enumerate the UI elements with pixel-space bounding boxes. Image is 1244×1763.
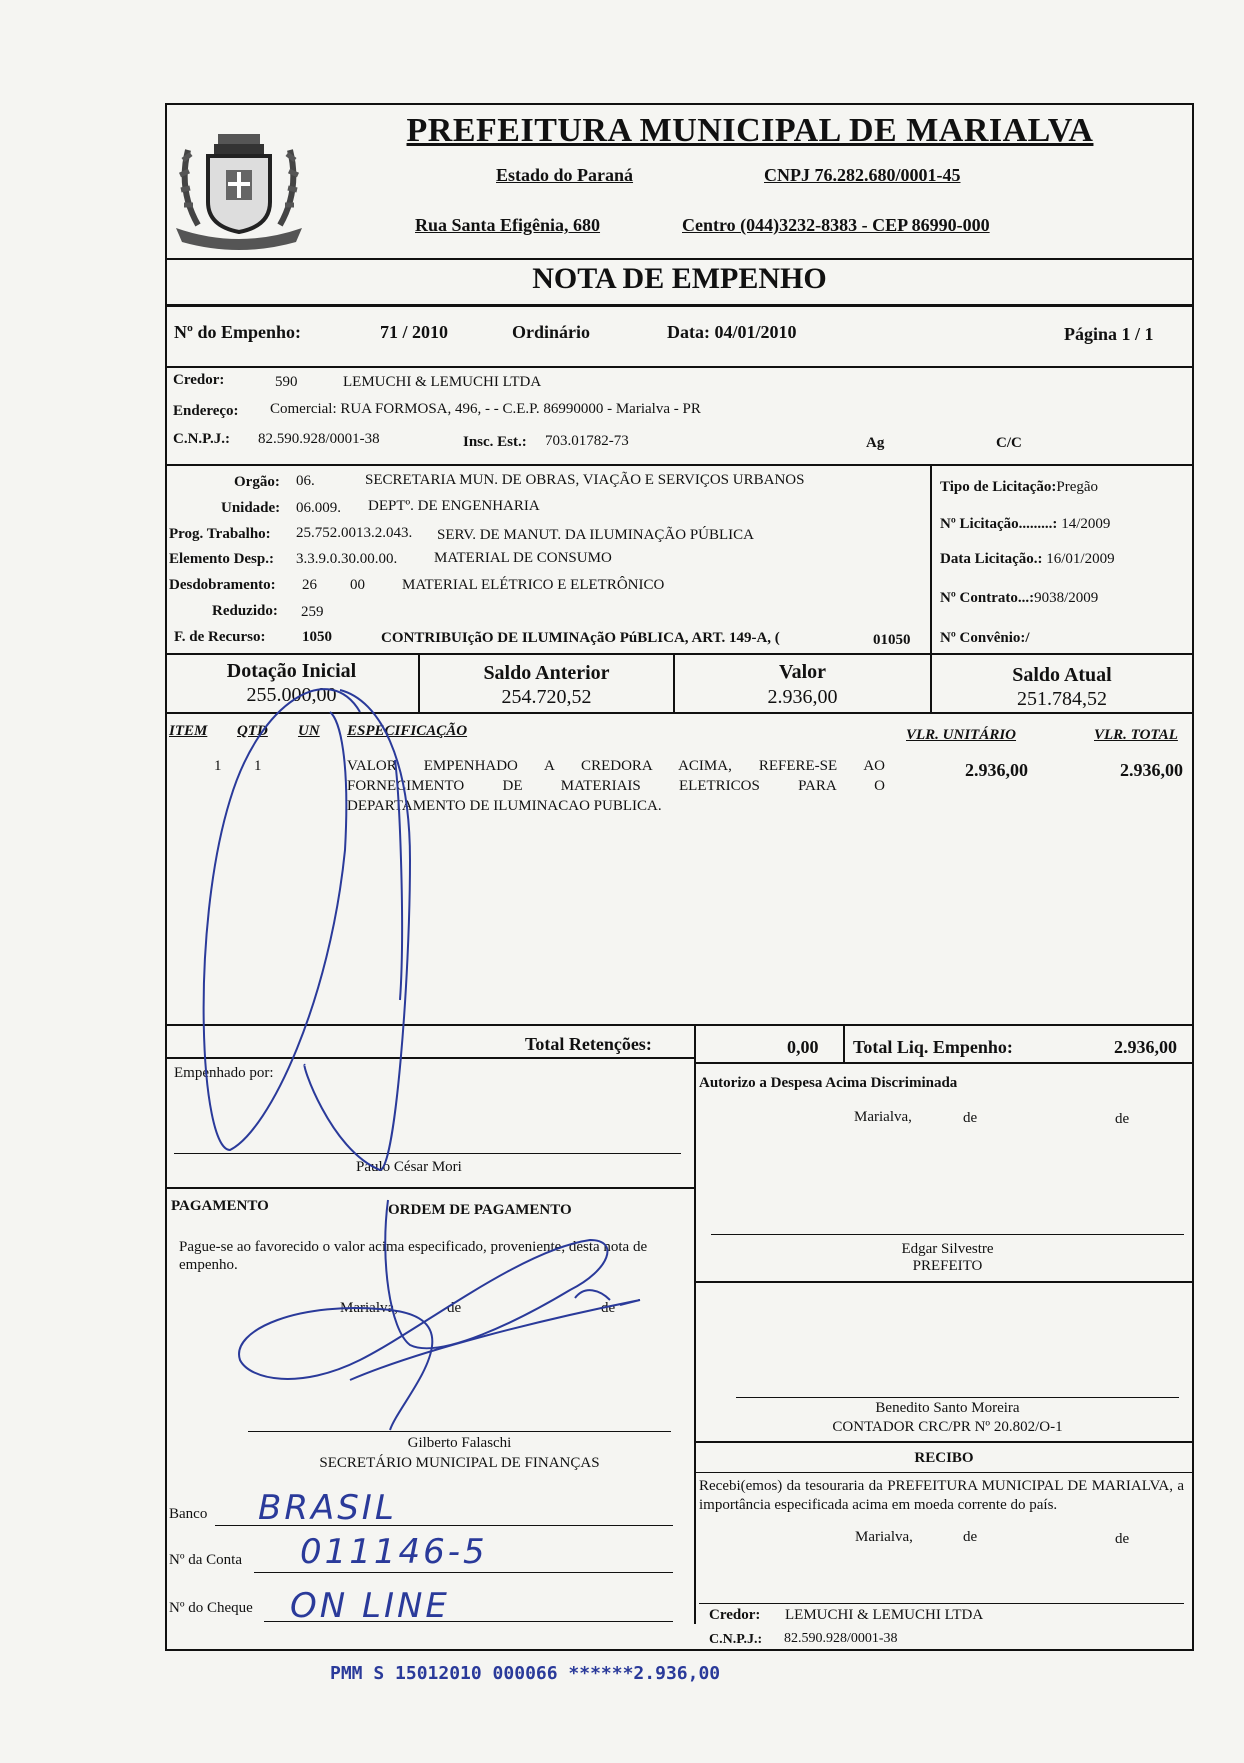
pagamento-title: PAGAMENTO xyxy=(171,1198,269,1214)
pagamento-de2: de xyxy=(601,1300,616,1316)
valor-value: 2.936,00 xyxy=(767,686,838,708)
reduzido-label: Reduzido: xyxy=(212,603,278,619)
credor-address: Comercial: RUA FORMOSA, 496, - - C.E.P. 86990000 - Marialva - PR xyxy=(270,401,701,417)
orgao-label: Orgão: xyxy=(234,474,280,490)
empenho-label: Nº do Empenho: xyxy=(174,322,301,342)
autorizo-place: Marialva, xyxy=(854,1109,912,1125)
row-spec-line-1: VALOR EMPENHADO A CREDORA ACIMA, REFERE-SE AO xyxy=(347,758,885,774)
banco-label: Banco xyxy=(169,1506,208,1522)
col-un-header: UN xyxy=(298,723,320,739)
row-total-value: 2.936,00 xyxy=(1120,760,1183,780)
saldo-anterior-label: Saldo Anterior xyxy=(483,662,610,684)
pagamento-text: Pague-se ao favorecido o valor acima especificado, proveniente, desta nota de empenho. xyxy=(179,1239,648,1273)
saldo-atual-value: 251.784,52 xyxy=(1017,688,1107,710)
empenhado-signer: Paulo César Mori xyxy=(356,1159,462,1175)
licitacao-numero-value: 14/2009 xyxy=(1061,516,1111,532)
autorizo-de1: de xyxy=(963,1110,978,1126)
saldo-anterior-value: 254.720,52 xyxy=(501,686,592,708)
recurso-num: 01050 xyxy=(873,632,911,648)
desdobramento-label: Desdobramento: xyxy=(169,577,276,593)
recurso-label: F. de Recurso: xyxy=(174,629,266,645)
empenho-page: Página 1 / 1 xyxy=(1064,324,1154,344)
licitacao-tipo-value: Pregão xyxy=(1056,479,1099,495)
recibo-credor-value: LEMUCHI & LEMUCHI LTDA xyxy=(785,1607,984,1623)
header-cnpj: CNPJ 76.282.680/0001-45 xyxy=(764,165,961,185)
unidade-code: 06.009. xyxy=(296,500,341,516)
retencoes-label: Total Retenções: xyxy=(525,1034,652,1054)
credor-cnpj: 82.590.928/0001-38 xyxy=(258,431,380,447)
saldo-atual-label: Saldo Atual xyxy=(1012,664,1112,686)
row-spec-line-3: DEPARTAMENTO DE ILUMINACAO PUBLICA. xyxy=(347,798,662,814)
autorizo-de2: de xyxy=(1115,1111,1130,1127)
col-spec-header: ESPECIFICAÇÃO xyxy=(347,723,468,739)
autorizo-signer: Edgar Silvestre xyxy=(901,1241,994,1257)
pagamento-de1: de xyxy=(447,1300,462,1316)
row-qtd: 1 xyxy=(254,758,262,774)
recibo-de2: de xyxy=(1115,1531,1130,1547)
licitacao-data-value: 16/01/2009 xyxy=(1046,551,1115,567)
doc-title: NOTA DE EMPENHO xyxy=(532,262,827,295)
ordem-title: ORDEM DE PAGAMENTO xyxy=(388,1202,572,1218)
licitacao-contrato-value: 9038/2009 xyxy=(1034,590,1099,606)
empenho-date: Data: 04/01/2010 xyxy=(667,322,797,342)
banco-value: BRASIL xyxy=(258,1488,397,1528)
empenho-type: Ordinário xyxy=(512,322,591,342)
recibo-credor-label: Credor: xyxy=(709,1607,761,1623)
col-item-header: ITEM xyxy=(169,723,208,739)
col-qtd-header: QTD xyxy=(237,723,268,739)
credor-code: 590 xyxy=(275,374,298,390)
recibo-title: RECIBO xyxy=(914,1450,974,1466)
col-total-header: VLR. TOTAL xyxy=(1094,727,1178,743)
licitacao-numero-label: Nº Licitação.........: 14/2009 xyxy=(940,516,1111,532)
credor-label: Credor: xyxy=(173,372,225,388)
prog-label: Prog. Trabalho: xyxy=(169,526,271,542)
elemento-label: Elemento Desp.: xyxy=(169,551,274,567)
conta-label: Nº da Conta xyxy=(169,1552,242,1568)
unidade-name: DEPTº. DE ENGENHARIA xyxy=(368,498,540,514)
dotacao-value: 255.000,00 xyxy=(246,684,337,706)
row-unit-value: 2.936,00 xyxy=(965,760,1028,780)
recibo-cnpj-value: 82.590.928/0001-38 xyxy=(784,1631,898,1646)
unidade-label: Unidade: xyxy=(221,500,281,516)
orgao-name: SECRETARIA MUN. DE OBRAS, VIAÇÃO E SERVIÇOS URBANOS xyxy=(365,472,805,488)
header-state: Estado do Paraná xyxy=(496,165,634,185)
liquido-label: Total Liq. Empenho: xyxy=(853,1037,1013,1057)
contador-signer: Benedito Santo Moreira xyxy=(875,1400,1020,1416)
licitacao-data-label: Data Licitação.: 16/01/2009 xyxy=(940,551,1115,567)
retencoes-value: 0,00 xyxy=(787,1037,819,1057)
credor-cc-label: C/C xyxy=(996,435,1022,451)
elemento-code: 3.3.9.0.30.00.00. xyxy=(296,551,398,567)
recibo-place: Marialva, xyxy=(855,1529,913,1545)
credor-name: LEMUCHI & LEMUCHI LTDA xyxy=(343,374,542,390)
recibo-de1: de xyxy=(963,1529,978,1545)
elemento-name: MATERIAL DE CONSUMO xyxy=(434,550,612,566)
credor-cnpj-label: C.N.P.J.: xyxy=(173,431,230,447)
credor-insc: 703.01782-73 xyxy=(545,433,629,449)
credor-insc-label: Insc. Est.: xyxy=(463,434,527,450)
liquido-value: 2.936,00 xyxy=(1114,1037,1177,1057)
header-contact: Centro (044)3232-8383 - CEP 86990-000 xyxy=(682,215,990,235)
conta-value: 011146-5 xyxy=(300,1532,488,1572)
valor-label: Valor xyxy=(778,661,827,683)
pagamento-place: Marialva, xyxy=(340,1300,398,1316)
credor-address-label: Endereço: xyxy=(173,403,239,419)
header-address: Rua Santa Efigênia, 680 xyxy=(415,215,601,235)
recurso-code: 1050 xyxy=(302,629,332,645)
contador-role: CONTADOR CRC/PR Nº 20.802/O-1 xyxy=(832,1419,1063,1435)
recurso-name: CONTRIBUIçãO DE ILUMINAçãO PúBLICA, ART. 149-A, ( xyxy=(381,630,780,646)
reduzido-code: 259 xyxy=(301,604,324,620)
desdobramento-code1: 26 xyxy=(302,577,317,593)
empenho-number: 71 / 2010 xyxy=(380,322,449,342)
recibo-cnpj-label: C.N.P.J.: xyxy=(709,1632,763,1647)
prog-code: 25.752.0013.2.043. xyxy=(296,525,413,541)
credor-ag-label: Ag xyxy=(866,435,885,451)
dotacao-label: Dotação Inicial xyxy=(226,660,357,682)
pagamento-signer: Gilberto Falaschi xyxy=(407,1435,512,1451)
cheque-label: Nº do Cheque xyxy=(169,1600,253,1616)
municipal-coat-of-arms-icon xyxy=(168,120,310,255)
pagamento-role: SECRETÁRIO MUNICIPAL DE FINANÇAS xyxy=(319,1455,600,1471)
licitacao-convenio-label: Nº Convênio:/ xyxy=(940,630,1030,646)
desdobramento-code2: 00 xyxy=(350,577,365,593)
orgao-code: 06. xyxy=(296,473,315,489)
row-spec-line-2: FORNECIMENTO DE MATERIAIS ELETRICOS PARA O xyxy=(347,778,885,794)
desdobramento-name: MATERIAL ELÉTRICO E ELETRÔNICO xyxy=(402,577,665,593)
prog-name: SERV. DE MANUT. DA ILUMINAÇÃO PÚBLICA xyxy=(437,527,755,543)
empenhado-label: Empenhado por: xyxy=(174,1065,274,1081)
licitacao-contrato-label: Nº Contrato...:9038/2009 xyxy=(940,590,1099,606)
cheque-value: ON LINE xyxy=(290,1586,450,1626)
row-item: 1 xyxy=(214,758,222,774)
header-title: PREFEITURA MUNICIPAL DE MARIALVA xyxy=(406,112,1094,149)
recibo-text: Recebi(emos) da tesouraria da PREFEITURA MUNICIPAL DE MARIALVA, a importância especificada acima em moeda corrente do país. xyxy=(699,1478,1184,1513)
licitacao-tipo-label: Tipo de Licitação:Pregão xyxy=(940,479,1099,495)
autorizo-role: PREFEITO xyxy=(912,1258,983,1274)
autorizo-label: Autorizo a Despesa Acima Discriminada xyxy=(699,1075,958,1091)
bank-validation-stamp: PMM S 15012010 000066 ******2.936,00 xyxy=(330,1663,721,1684)
col-unit-header: VLR. UNITÁRIO xyxy=(906,727,1017,743)
